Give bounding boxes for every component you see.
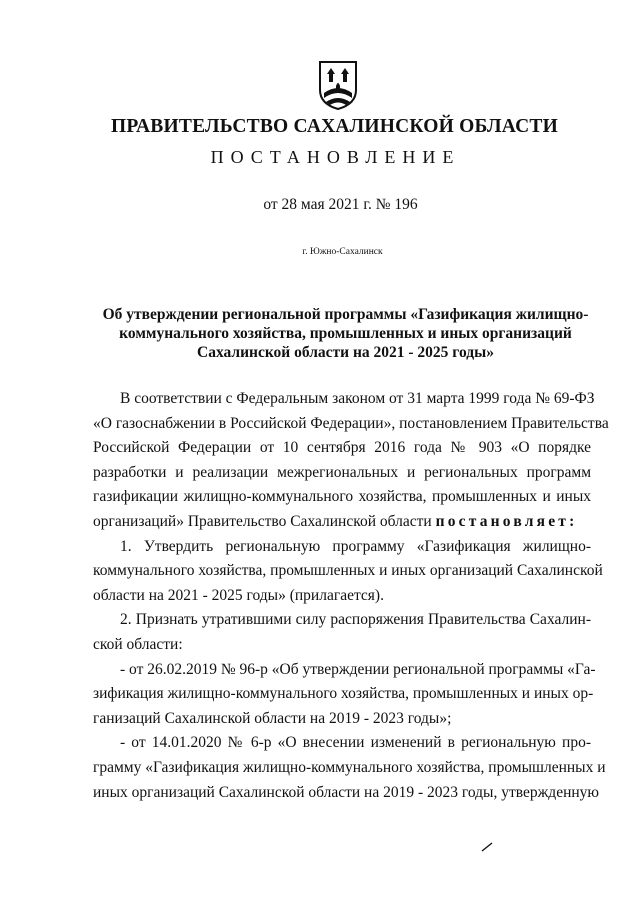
document-type: ПОСТАНОВЛЕНИЕ xyxy=(210,147,461,167)
body-line xyxy=(93,510,591,535)
body-line: В соответствии с Федеральным законом от 31 марта 1999 года № 69-ФЗ xyxy=(120,390,595,407)
body-line: газификации жилищно-коммунального хозяйства, промышленных и иных xyxy=(93,488,591,506)
pen-mark-icon xyxy=(480,842,494,852)
body-line: зификация жилищно-коммунального хозяйства, промышленных и иных ор- xyxy=(93,685,594,703)
body-line: разработки и реализации межрегиональных и региональных программ xyxy=(93,463,591,481)
document-city: г. Южно-Сахалинск xyxy=(302,247,383,257)
body-line: области на 2021 - 2025 годы» (прилагается). xyxy=(93,586,384,604)
body-line: ганизаций Сахалинской области на 2019 - 2023 годы»; xyxy=(93,709,452,727)
resolves-word: постановляет: xyxy=(435,512,578,530)
body-text-run: организаций» Правительство Сахалинской области xyxy=(93,512,436,530)
body-line: - от 14.01.2020 № 6-р «О внесении изменений в региональную про- xyxy=(120,734,591,752)
government-title: ПРАВИТЕЛЬСТВО САХАЛИНСКОЙ ОБЛАСТИ xyxy=(111,116,558,137)
heading-line: коммунального хозяйства, промышленных и иных организаций xyxy=(119,325,572,342)
coat-of-arms-icon xyxy=(316,60,360,110)
body-line: 1. Утвердить региональную программу «Газификация жилищно- xyxy=(120,537,591,555)
body-line: коммунального хозяйства, промышленных и иных организаций Сахалинской xyxy=(93,562,603,580)
document-body xyxy=(93,387,609,805)
body-line: «О газоснабжении в Российской Федерации», постановлением Правительства xyxy=(93,414,609,432)
body-line: - от 26.02.2019 № 96-р «Об утверждении региональной программы «Га- xyxy=(120,660,596,678)
body-line: 2. Признать утратившими силу распоряжения Правительства Сахалин- xyxy=(120,611,591,629)
document-heading xyxy=(88,305,603,362)
body-line: грамму «Газификация жилищно-коммунального хозяйства, промышленных и xyxy=(93,758,606,776)
body-line: ской области: xyxy=(93,635,183,653)
heading-line: Сахалинской области на 2021 - 2025 годы» xyxy=(197,344,494,361)
body-line: Российской Федерации от 10 сентября 2016 года № 903 «О порядке xyxy=(93,439,591,457)
heading-line: Об утверждении региональной программы «Газификация жилищно- xyxy=(102,306,589,323)
document-date-number: от 28 мая 2021 г. № 196 xyxy=(263,196,418,213)
body-line: иных организаций Сахалинской области на 2019 - 2023 годы, утвержденную xyxy=(93,783,599,801)
